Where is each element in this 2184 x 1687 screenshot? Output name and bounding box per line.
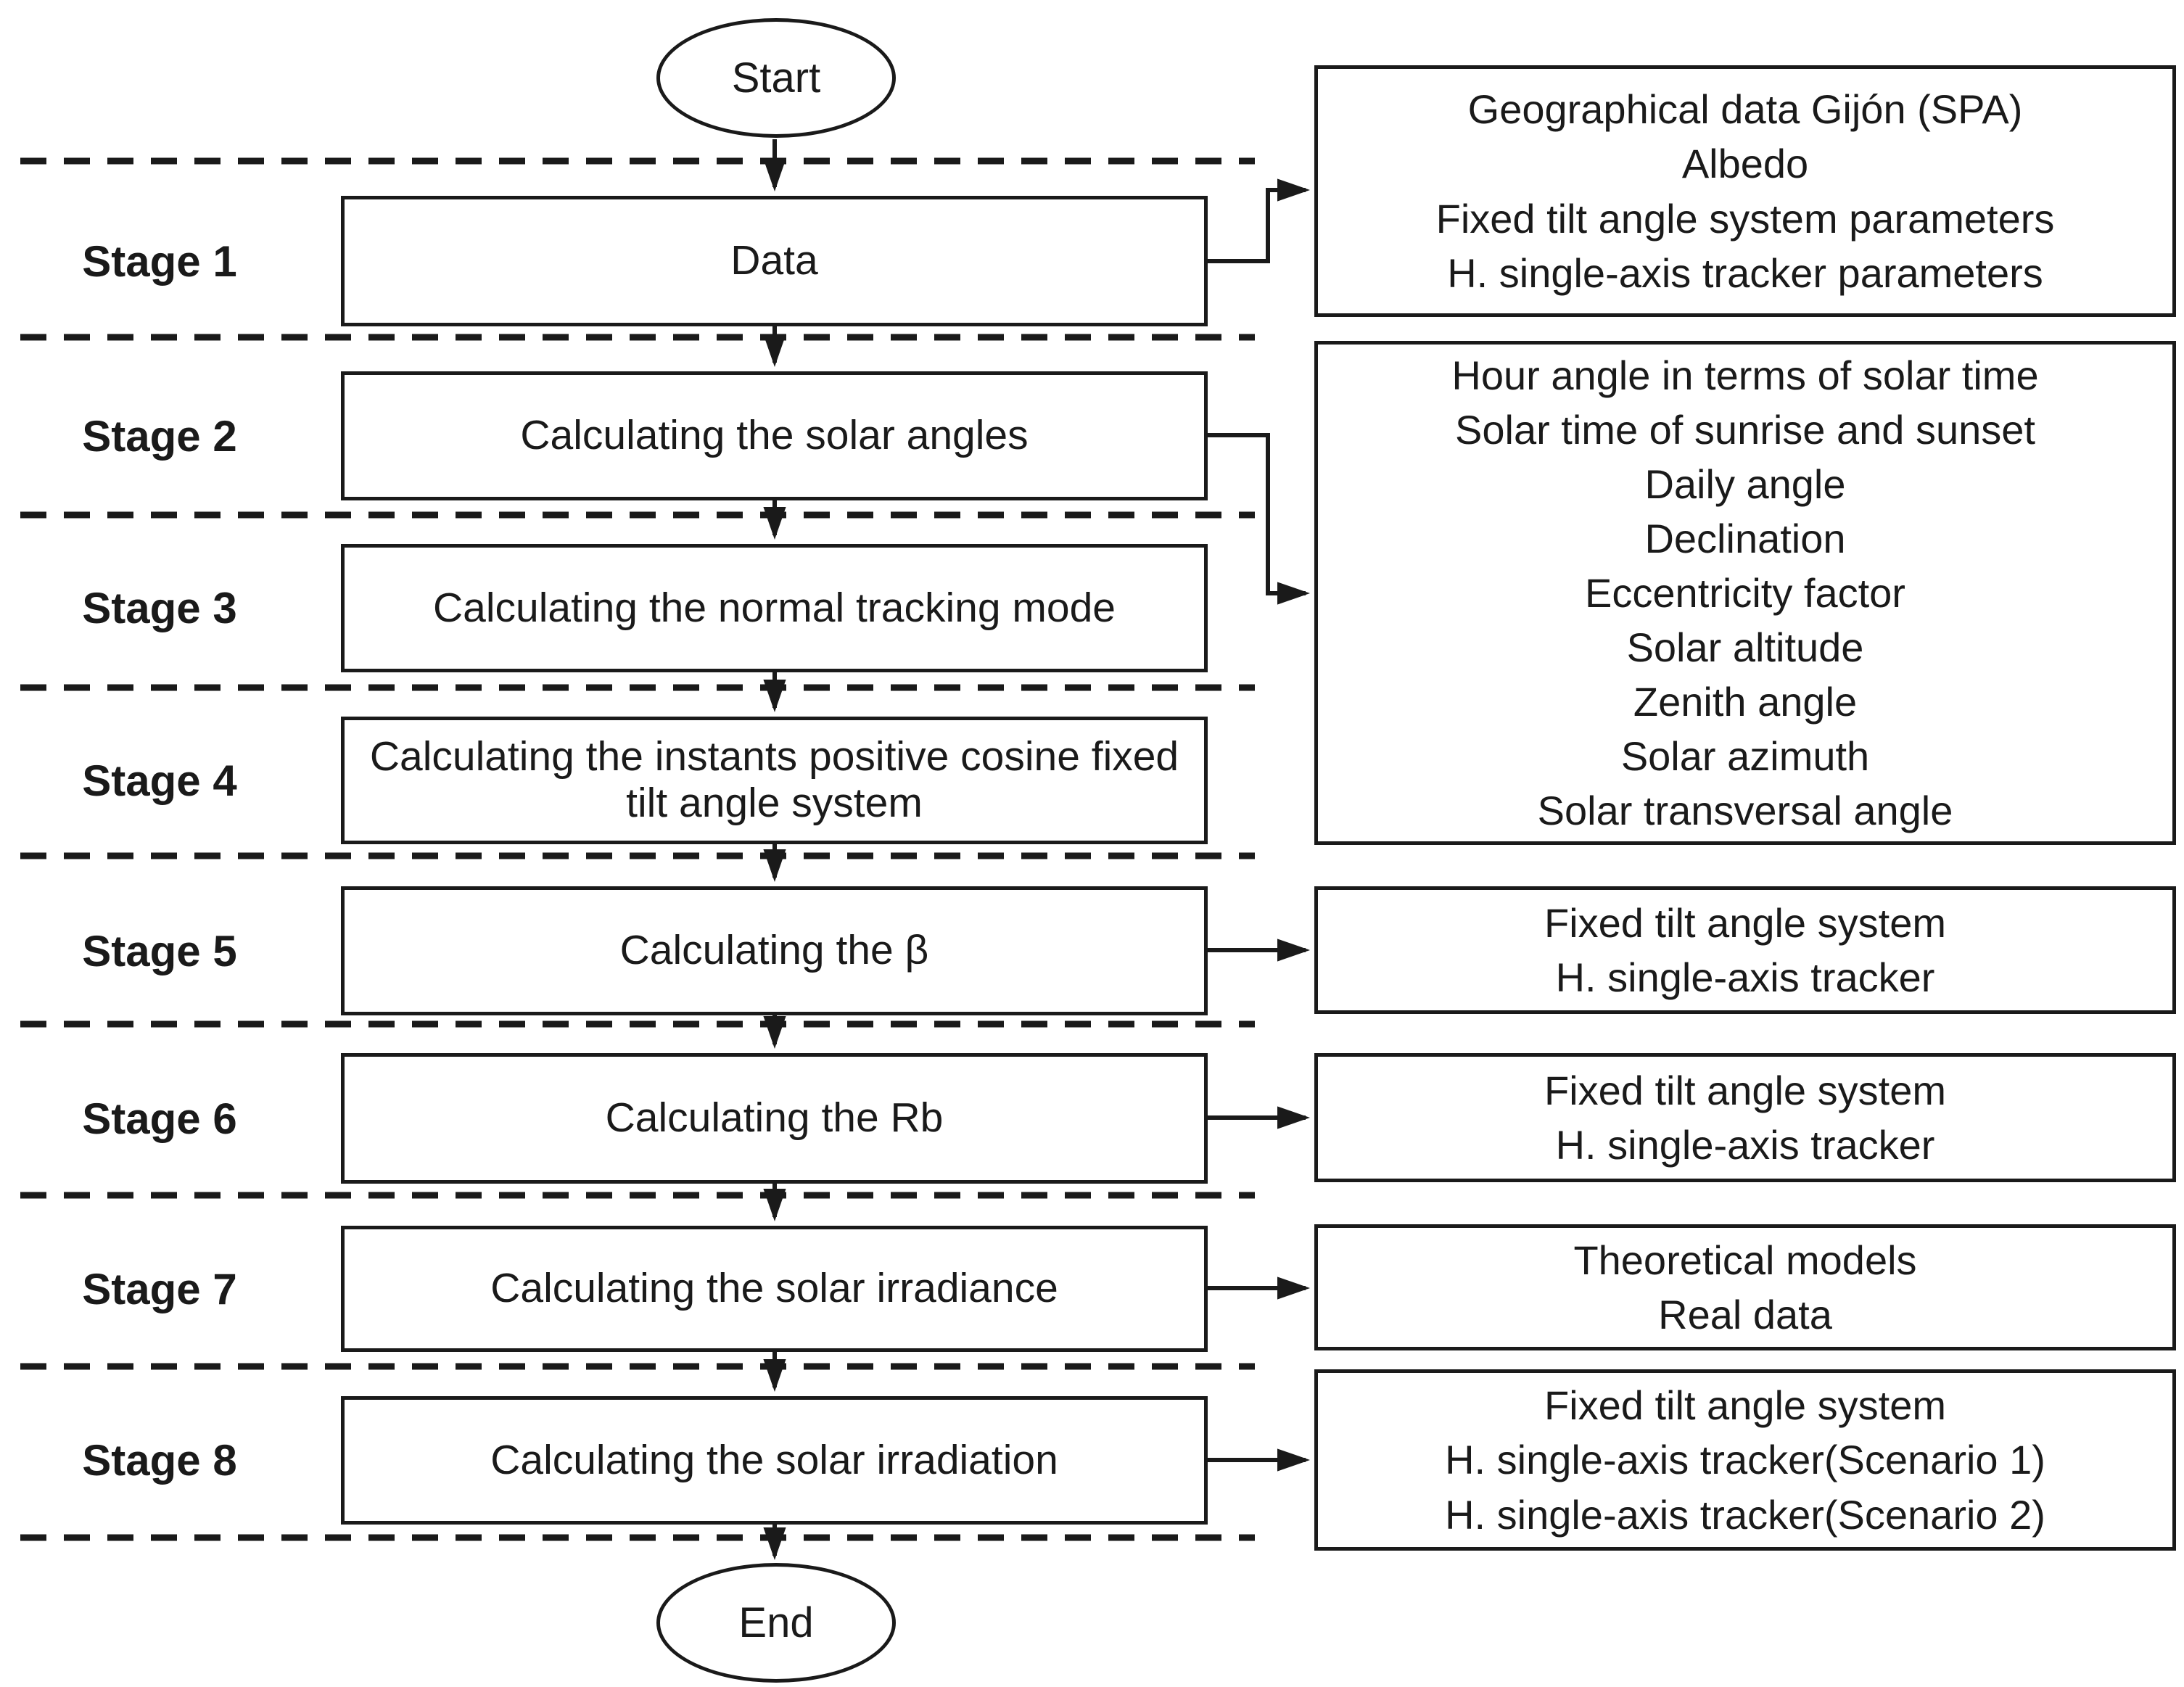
output-line: Solar altitude <box>1626 624 1864 671</box>
output-line: Fixed tilt angle system <box>1544 899 1946 946</box>
process-box-irradiation: Calculating the solar irradiation <box>341 1396 1208 1525</box>
start-node <box>656 18 896 138</box>
output-line: H. single-axis tracker(Scenario 1) <box>1445 1437 2045 1483</box>
output-line: Declination <box>1644 515 1846 561</box>
output-box-rb <box>1314 1053 2176 1182</box>
stage-label-4: Stage 4 <box>82 756 237 805</box>
output-line: H. single-axis tracker <box>1555 954 1935 1000</box>
output-line: Eccentricity factor <box>1585 569 1905 616</box>
output-line: Daily angle <box>1644 461 1846 507</box>
stage-label-1: Stage 1 <box>82 236 237 286</box>
output-line: Hour angle in terms of solar time <box>1451 352 2039 398</box>
output-line: Solar transversal angle <box>1537 788 1953 834</box>
process-box-beta: Calculating the β <box>341 886 1208 1015</box>
output-line: Zenith angle <box>1633 679 1858 725</box>
stage-label-8: Stage 8 <box>82 1436 237 1485</box>
process-box-tracking-mode: Calculating the normal tracking mode <box>341 544 1208 672</box>
output-box-beta <box>1314 886 2176 1014</box>
output-line: H. single-axis tracker(Scenario 2) <box>1445 1491 2045 1538</box>
output-line: Fixed tilt angle system parameters <box>1435 195 2055 242</box>
output-line: Real data <box>1658 1292 1832 1337</box>
output-line: Fixed tilt angle system <box>1544 1382 1946 1429</box>
output-connectors <box>1208 190 1306 1460</box>
start-label: Start <box>731 54 821 102</box>
output-box-irradiance <box>1314 1224 2176 1350</box>
process-box-rb: Calculating the Rb <box>341 1053 1208 1184</box>
output-line: Fixed tilt angle system <box>1544 1067 1946 1113</box>
output-line: H. single-axis tracker parameters <box>1447 249 2043 296</box>
output-box-solar-angles <box>1314 341 2176 845</box>
stage-label-5: Stage 5 <box>82 926 237 976</box>
stage-label-3: Stage 3 <box>82 584 237 632</box>
process-box-positive-cosine: Calculating the instants positive cosine fixed tilt angle system <box>341 717 1208 844</box>
end-node <box>656 1563 896 1683</box>
end-label: End <box>738 1599 814 1646</box>
stage-label-6: Stage 6 <box>82 1094 237 1143</box>
output-line: Solar time of sunrise and sunset <box>1455 406 2035 453</box>
output-line: Theoretical models <box>1573 1237 1917 1283</box>
output-line: H. single-axis tracker <box>1555 1122 1935 1168</box>
stage-label-7: Stage 7 <box>82 1264 237 1313</box>
output-line: Solar azimuth <box>1620 733 1870 780</box>
process-box-data: Data <box>341 196 1208 326</box>
output-box-irradiation <box>1314 1369 2176 1551</box>
output-line: Geographical data Gijón (SPA) <box>1467 86 2023 133</box>
stage-label-2: Stage 2 <box>82 411 237 461</box>
process-box-solar-angles: Calculating the solar angles <box>341 371 1208 500</box>
output-line: Albedo <box>1681 141 1809 187</box>
process-box-irradiance: Calculating the solar irradiance <box>341 1226 1208 1352</box>
output-box-data <box>1314 65 2176 317</box>
